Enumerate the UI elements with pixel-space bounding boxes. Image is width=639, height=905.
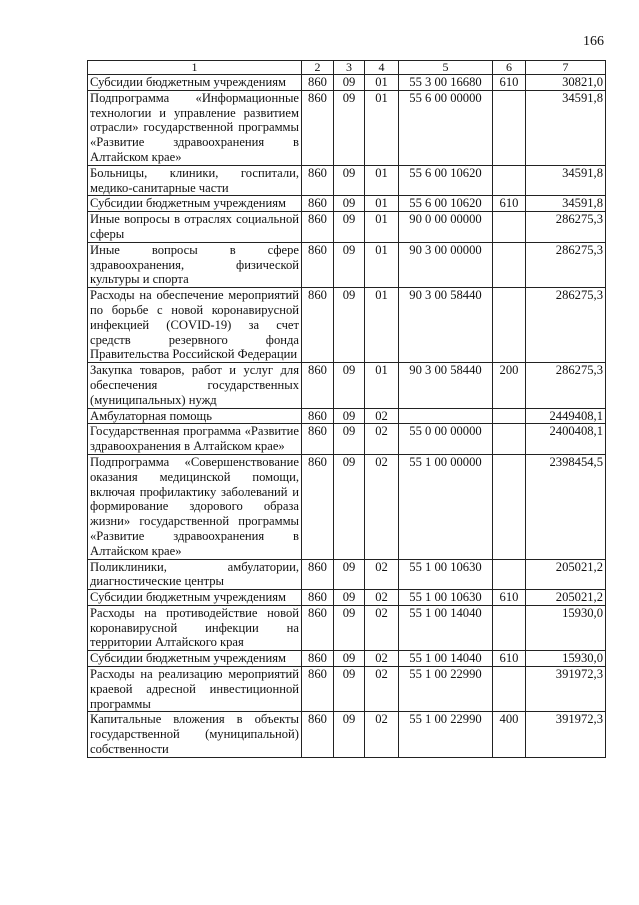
target-article-cell: 90 3 00 00000 [399,242,493,287]
amount-cell: 391972,3 [526,712,606,757]
expense-name-cell: Расходы на обеспечение мероприятий по борьбе с новой коронавирусной инфекцией (COVID-19) за счет средств резервного фонда Правительства Российской Федерации [88,288,302,363]
column-header: 1 [88,61,302,75]
subsection-code-cell: 02 [365,667,399,712]
table-row [88,424,606,455]
expense-type-cell: 610 [493,196,526,212]
table-row [88,667,606,712]
amount-cell: 286275,3 [526,363,606,408]
table-row [88,242,606,287]
amount-cell: 2398454,5 [526,454,606,559]
ministry-code-cell: 860 [302,408,334,424]
table-row [88,454,606,559]
section-code-cell: 09 [334,712,365,757]
expense-name-cell: Расходы на реализацию мероприятий краевой адресной инвестиционной программы [88,667,302,712]
expense-type-cell: 610 [493,590,526,606]
subsection-code-cell: 01 [365,90,399,165]
column-header: 7 [526,61,606,75]
expense-type-cell [493,454,526,559]
expense-type-cell: 200 [493,363,526,408]
subsection-code-cell: 02 [365,712,399,757]
column-header: 5 [399,61,493,75]
ministry-code-cell: 860 [302,559,334,590]
expense-name-cell: Подпрограмма «Совершенствование оказания медицинской помощи, включая профилактику заболеваний и формирование здорового образа жизни» государственной программы «Развитие здравоохранения в Алтайском крае» [88,454,302,559]
section-code-cell: 09 [334,667,365,712]
amount-cell: 34591,8 [526,90,606,165]
section-code-cell: 09 [334,212,365,243]
target-article-cell: 90 3 00 58440 [399,363,493,408]
table-row [88,651,606,667]
table-row [88,165,606,196]
expense-name-cell: Больницы, клиники, госпитали, медико-санитарные части [88,165,302,196]
table-row [88,90,606,165]
ministry-code-cell: 860 [302,90,334,165]
target-article-cell: 55 1 00 10630 [399,590,493,606]
table-row [88,559,606,590]
table-body [88,75,606,758]
subsection-code-cell: 01 [365,288,399,363]
expense-name-cell: Субсидии бюджетным учреждениям [88,590,302,606]
column-header: 3 [334,61,365,75]
expense-name-cell: Подпрограмма «Информационные технологии и управление развитием отрасли» государственной программы «Развитие здравоохранения в Алтайском крае» [88,90,302,165]
budget-table [87,60,606,758]
subsection-code-cell: 02 [365,605,399,650]
subsection-code-cell: 02 [365,424,399,455]
target-article-cell: 55 6 00 00000 [399,90,493,165]
ministry-code-cell: 860 [302,363,334,408]
section-code-cell: 09 [334,288,365,363]
expense-name-cell: Субсидии бюджетным учреждениям [88,75,302,91]
ministry-code-cell: 860 [302,712,334,757]
target-article-cell: 55 1 00 10630 [399,559,493,590]
section-code-cell: 09 [334,651,365,667]
table-row [88,605,606,650]
amount-cell: 286275,3 [526,288,606,363]
ministry-code-cell: 860 [302,424,334,455]
amount-cell: 15930,0 [526,651,606,667]
amount-cell: 391972,3 [526,667,606,712]
table-row [88,590,606,606]
ministry-code-cell: 860 [302,196,334,212]
expense-name-cell: Субсидии бюджетным учреждениям [88,651,302,667]
expense-type-cell [493,212,526,243]
expense-name-cell: Закупка товаров, работ и услуг для обеспечения государственных (муниципальных) нужд [88,363,302,408]
table-row [88,75,606,91]
amount-cell: 30821,0 [526,75,606,91]
expense-type-cell [493,90,526,165]
target-article-cell: 55 1 00 22990 [399,667,493,712]
section-code-cell: 09 [334,363,365,408]
subsection-code-cell: 02 [365,651,399,667]
expense-name-cell: Иные вопросы в отраслях социальной сферы [88,212,302,243]
expense-type-cell: 610 [493,75,526,91]
target-article-cell: 55 3 00 16680 [399,75,493,91]
target-article-cell [399,408,493,424]
page-number: 166 [583,34,604,49]
expense-type-cell [493,605,526,650]
ministry-code-cell: 860 [302,454,334,559]
subsection-code-cell: 02 [365,559,399,590]
subsection-code-cell: 01 [365,196,399,212]
table-row [88,408,606,424]
amount-cell: 15930,0 [526,605,606,650]
ministry-code-cell: 860 [302,667,334,712]
expense-type-cell [493,667,526,712]
expense-name-cell: Расходы на противодействие новой коронавирусной инфекции на территории Алтайского края [88,605,302,650]
expense-type-cell [493,559,526,590]
section-code-cell: 09 [334,75,365,91]
section-code-cell: 09 [334,590,365,606]
ministry-code-cell: 860 [302,590,334,606]
ministry-code-cell: 860 [302,212,334,243]
expense-name-cell: Субсидии бюджетным учреждениям [88,196,302,212]
target-article-cell: 55 6 00 10620 [399,196,493,212]
target-article-cell: 90 3 00 58440 [399,288,493,363]
amount-cell: 34591,8 [526,165,606,196]
target-article-cell: 55 1 00 22990 [399,712,493,757]
expense-type-cell [493,408,526,424]
section-code-cell: 09 [334,196,365,212]
table-row [88,363,606,408]
table-row [88,288,606,363]
subsection-code-cell: 01 [365,75,399,91]
section-code-cell: 09 [334,424,365,455]
section-code-cell: 09 [334,90,365,165]
ministry-code-cell: 860 [302,605,334,650]
table-row [88,196,606,212]
target-article-cell: 55 1 00 14040 [399,651,493,667]
amount-cell: 34591,8 [526,196,606,212]
amount-cell: 286275,3 [526,242,606,287]
subsection-code-cell: 01 [365,242,399,287]
column-header: 4 [365,61,399,75]
subsection-code-cell: 01 [365,363,399,408]
expense-type-cell [493,165,526,196]
expense-type-cell: 610 [493,651,526,667]
target-article-cell: 55 1 00 00000 [399,454,493,559]
target-article-cell: 55 6 00 10620 [399,165,493,196]
ministry-code-cell: 860 [302,242,334,287]
subsection-code-cell: 01 [365,165,399,196]
expense-type-cell [493,424,526,455]
amount-cell: 2400408,1 [526,424,606,455]
amount-cell: 2449408,1 [526,408,606,424]
subsection-code-cell: 02 [365,408,399,424]
target-article-cell: 90 0 00 00000 [399,212,493,243]
amount-cell: 205021,2 [526,559,606,590]
section-code-cell: 09 [334,165,365,196]
subsection-code-cell: 01 [365,212,399,243]
table-row [88,212,606,243]
expense-name-cell: Поликлиники, амбулатории, диагностические центры [88,559,302,590]
section-code-cell: 09 [334,242,365,287]
ministry-code-cell: 860 [302,165,334,196]
expense-name-cell: Государственная программа «Развитие здравоохранения в Алтайском крае» [88,424,302,455]
section-code-cell: 09 [334,408,365,424]
table-header-row [88,61,606,75]
subsection-code-cell: 02 [365,590,399,606]
target-article-cell: 55 0 00 00000 [399,424,493,455]
ministry-code-cell: 860 [302,288,334,363]
amount-cell: 286275,3 [526,212,606,243]
ministry-code-cell: 860 [302,75,334,91]
target-article-cell: 55 1 00 14040 [399,605,493,650]
column-header: 6 [493,61,526,75]
expense-name-cell: Капитальные вложения в объекты государственной (муниципальной) собственности [88,712,302,757]
expense-type-cell [493,288,526,363]
section-code-cell: 09 [334,454,365,559]
expense-name-cell: Амбулаторная помощь [88,408,302,424]
subsection-code-cell: 02 [365,454,399,559]
section-code-cell: 09 [334,605,365,650]
table-row [88,712,606,757]
expense-type-cell: 400 [493,712,526,757]
column-header: 2 [302,61,334,75]
amount-cell: 205021,2 [526,590,606,606]
expense-name-cell: Иные вопросы в сфере здравоохранения, физической культуры и спорта [88,242,302,287]
ministry-code-cell: 860 [302,651,334,667]
section-code-cell: 09 [334,559,365,590]
expense-type-cell [493,242,526,287]
